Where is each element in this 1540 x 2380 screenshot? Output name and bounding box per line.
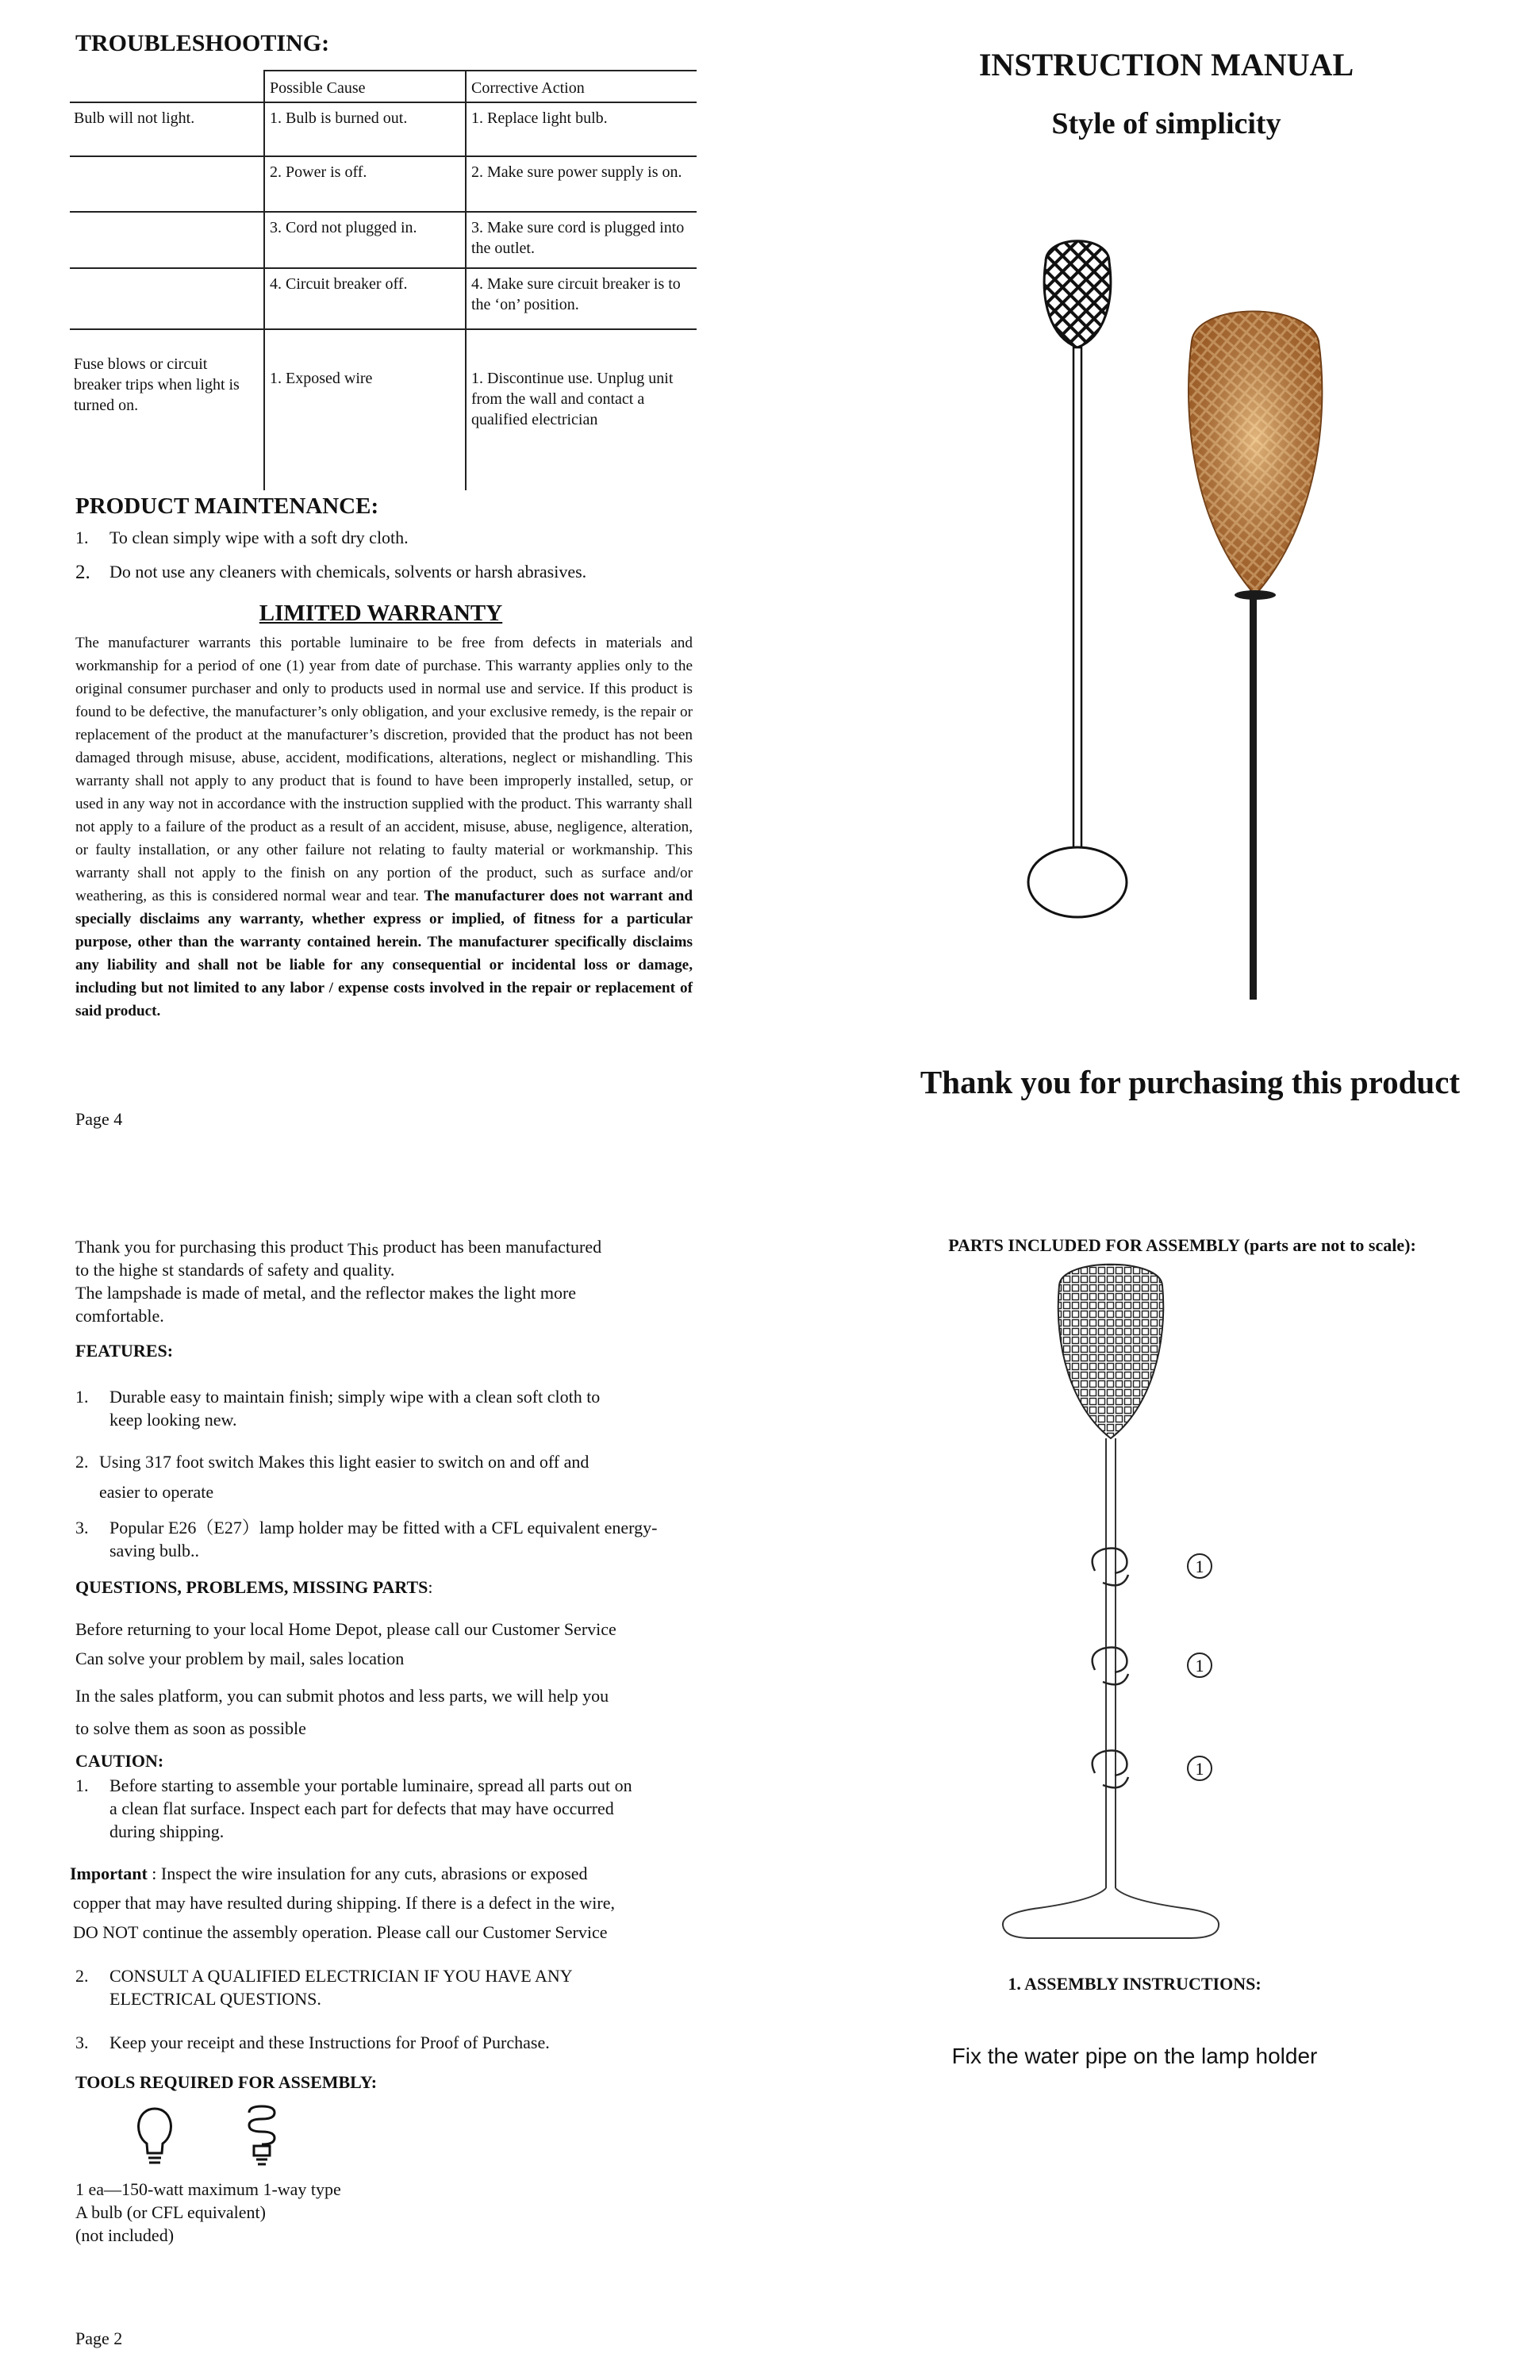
table-rule	[70, 211, 697, 213]
caution-text: Keep your receipt and these Instructions for Proof of Purchase.	[109, 2033, 550, 2052]
features-title: FEATURES:	[75, 1341, 174, 1361]
cause-cell: 1. Exposed wire	[270, 370, 373, 387]
caution-number: 3.	[75, 2033, 89, 2052]
warranty-disclaimer: The manufacturer does not warrant and specially disclaims any warranty, whether express or implied, of fitness for a particular purpose, other than the warranty contained herein. The manufacturer specifically disclaims any liability and shall not be liable for any consequential or incidental loss or damage, including but not limited to any labor / expense costs involved in the repair or replacement of said product.	[75, 888, 693, 1019]
feature-number: 2.	[75, 1452, 89, 1472]
line-art-lamp	[1028, 241, 1127, 917]
caution-text: Before starting to assemble your portable luminaire, spread all parts out on	[109, 1775, 632, 1795]
parts-title: PARTS INCLUDED FOR ASSEMBLY (parts are not to scale):	[948, 1235, 1416, 1255]
action-cell: 2. Make sure power supply is on.	[471, 163, 682, 181]
important-label: Important	[70, 1864, 148, 1883]
manual-title: INSTRUCTION MANUAL	[978, 47, 1354, 83]
maintenance-number: 1.	[75, 528, 89, 547]
part-label: 1	[1195, 1656, 1204, 1676]
intro-line: to the highe st standards of safety and quality.	[75, 1260, 395, 1280]
intro-text: product has been manufactured	[382, 1237, 602, 1257]
warranty-body	[75, 631, 693, 1023]
important-text: copper that may have resulted during shipping. If there is a defect in the wire,	[73, 1893, 615, 1913]
table-rule	[263, 70, 265, 490]
maintenance-title: PRODUCT MAINTENANCE:	[75, 493, 379, 519]
feature-text: Using 317 foot switch Makes this light easier to switch on and off and	[99, 1452, 590, 1472]
table-rule	[465, 70, 467, 490]
table-rule	[70, 267, 697, 269]
parts-diagram	[984, 1257, 1222, 1948]
questions-colon: :	[428, 1577, 433, 1597]
intro-text: This	[347, 1239, 379, 1259]
lamp-product-image	[1008, 230, 1404, 1023]
bulb-spec-line: (not included)	[75, 2225, 175, 2245]
table-rule	[70, 155, 697, 157]
bulb-spec-line: A bulb (or CFL equivalent)	[75, 2202, 266, 2222]
action-cell: 1. Replace light bulb.	[471, 109, 608, 127]
questions-line: to solve them as soon as possible	[75, 1718, 306, 1738]
action-cell: 4. Make sure circuit breaker is to the ‘on’ position.	[471, 275, 681, 313]
page-number: Page 2	[75, 2328, 123, 2348]
tools-icons	[127, 2102, 294, 2174]
part-label: 1	[1195, 1557, 1204, 1576]
feature-number: 3.	[75, 1518, 89, 1537]
maintenance-item: Do not use any cleaners with chemicals, solvents or harsh abrasives.	[109, 562, 587, 582]
caution-text: CONSULT A QUALIFIED ELECTRICIAN IF YOU HAVE ANY	[109, 1966, 573, 1986]
troubleshooting-title: TROUBLESHOOTING:	[75, 30, 330, 56]
caution-text: a clean flat surface. Inspect each part for defects that may have occurred	[109, 1798, 614, 1818]
questions-heading: QUESTIONS, PROBLEMS, MISSING PARTS	[75, 1577, 428, 1597]
caution-text: ELECTRICAL QUESTIONS.	[109, 1989, 321, 2009]
action-cell: 1. Discontinue use. Unplug unit from the wall and contact a qualified electrician	[471, 370, 674, 428]
warranty-title: LIMITED WARRANTY	[259, 601, 503, 626]
bulb-spec-line: 1 ea—150-watt maximum 1-way type	[75, 2179, 341, 2199]
part-label: 1	[1195, 1759, 1204, 1779]
questions-line: Can solve your problem by mail, sales location	[75, 1649, 405, 1668]
pipe-joint	[1093, 1549, 1128, 1788]
important-line	[70, 1862, 588, 1885]
problem-cell: Fuse blows or circuit breaker trips when light is turned on.	[74, 355, 240, 414]
shade-part	[1058, 1265, 1164, 1438]
caution-text: during shipping.	[109, 1821, 225, 1841]
pole-part	[1003, 1438, 1219, 1938]
feature-text: easier to operate	[99, 1482, 214, 1502]
bulb-icon	[139, 2109, 171, 2163]
questions-line: Before returning to your local Home Depot, please call our Customer Service	[75, 1619, 616, 1639]
cause-cell: 1. Bulb is burned out.	[270, 109, 408, 127]
feature-text: saving bulb..	[109, 1541, 200, 1560]
table-rule	[263, 70, 697, 71]
assembly-title: 1. ASSEMBLY INSTRUCTIONS:	[1008, 1974, 1262, 1994]
caution-number: 2.	[75, 1966, 89, 1986]
table-rule	[70, 102, 697, 103]
warranty-text: The manufacturer warrants this portable luminaire to be free from defects in materials and workmanship for a period of one (1) year from date of purchase. This warranty applies only to the original consumer purchaser and only to products used in normal use and service. If this product is found to be defective, the manufacturer’s only obligation, and your exclusive remedy, is the repair or replacement of the product at the manufacturer’s discretion, provided that the product has not been damaged through misuse, abuse, accident, modifications, alterations, neglect or mishandling. This warranty shall not apply to any product that is found to have been improperly installed, setup, or used in any way not in accordance with the instruction supplied with the product. This warranty shall not apply to a failure of the product as a result of an accident, misuse, abuse, negligence, alteration, or faulty installation, or any other failure not relating to faulty material or workmanship. This warranty shall not apply to the finish on any portion of the product, such as surface and/or weathering, as this is considered normal wear and tear.	[75, 635, 693, 904]
important-text: DO NOT continue the assembly operation. Please call our Customer Service	[73, 1922, 608, 1942]
action-cell: 3. Make sure cord is plugged into the outlet.	[471, 219, 685, 257]
cause-cell: 4. Circuit breaker off.	[270, 275, 408, 293]
intro-line: comfortable.	[75, 1306, 164, 1326]
caution-title: CAUTION:	[75, 1751, 164, 1771]
maintenance-number: 2.	[75, 562, 90, 583]
questions-title	[75, 1577, 433, 1598]
woven-shade-lamp	[1189, 312, 1322, 1000]
feature-number: 1.	[75, 1387, 89, 1407]
problem-cell: Bulb will not light.	[74, 109, 195, 127]
questions-line: In the sales platform, you can submit photos and less parts, we will help you	[75, 1686, 609, 1706]
manual-subtitle: Style of simplicity	[1051, 107, 1281, 140]
thank-you-banner: Thank you for purchasing this product	[920, 1064, 1461, 1100]
feature-text: Durable easy to maintain finish; simply wipe with a clean soft cloth to	[109, 1387, 601, 1407]
col-header-action: Corrective Action	[471, 79, 585, 97]
intro-line: The lampshade is made of metal, and the reflector makes the light more	[75, 1283, 577, 1303]
intro-line	[75, 1235, 601, 1258]
col-header-cause: Possible Cause	[270, 79, 366, 97]
important-text: : Inspect the wire insulation for any cuts, abrasions or exposed	[152, 1864, 588, 1883]
intro-text: Thank you for purchasing this product	[75, 1237, 344, 1257]
cause-cell: 3. Cord not plugged in.	[270, 219, 417, 236]
cfl-bulb-icon	[249, 2106, 275, 2164]
cause-cell: 2. Power is off.	[270, 163, 367, 181]
feature-text: Popular E26（E27）lamp holder may be fitted with a CFL equivalent energy-	[109, 1518, 658, 1537]
maintenance-item: To clean simply wipe with a soft dry cloth.	[109, 528, 409, 547]
troubleshooting-table	[70, 70, 697, 490]
feature-text: keep looking new.	[109, 1410, 237, 1430]
table-rule	[70, 328, 697, 330]
caution-number: 1.	[75, 1775, 89, 1795]
page-number: Page 4	[75, 1109, 123, 1129]
tools-title: TOOLS REQUIRED FOR ASSEMBLY:	[75, 2072, 378, 2092]
part-callouts	[1188, 1554, 1212, 1780]
assembly-step: Fix the water pipe on the lamp holder	[951, 2044, 1318, 2068]
